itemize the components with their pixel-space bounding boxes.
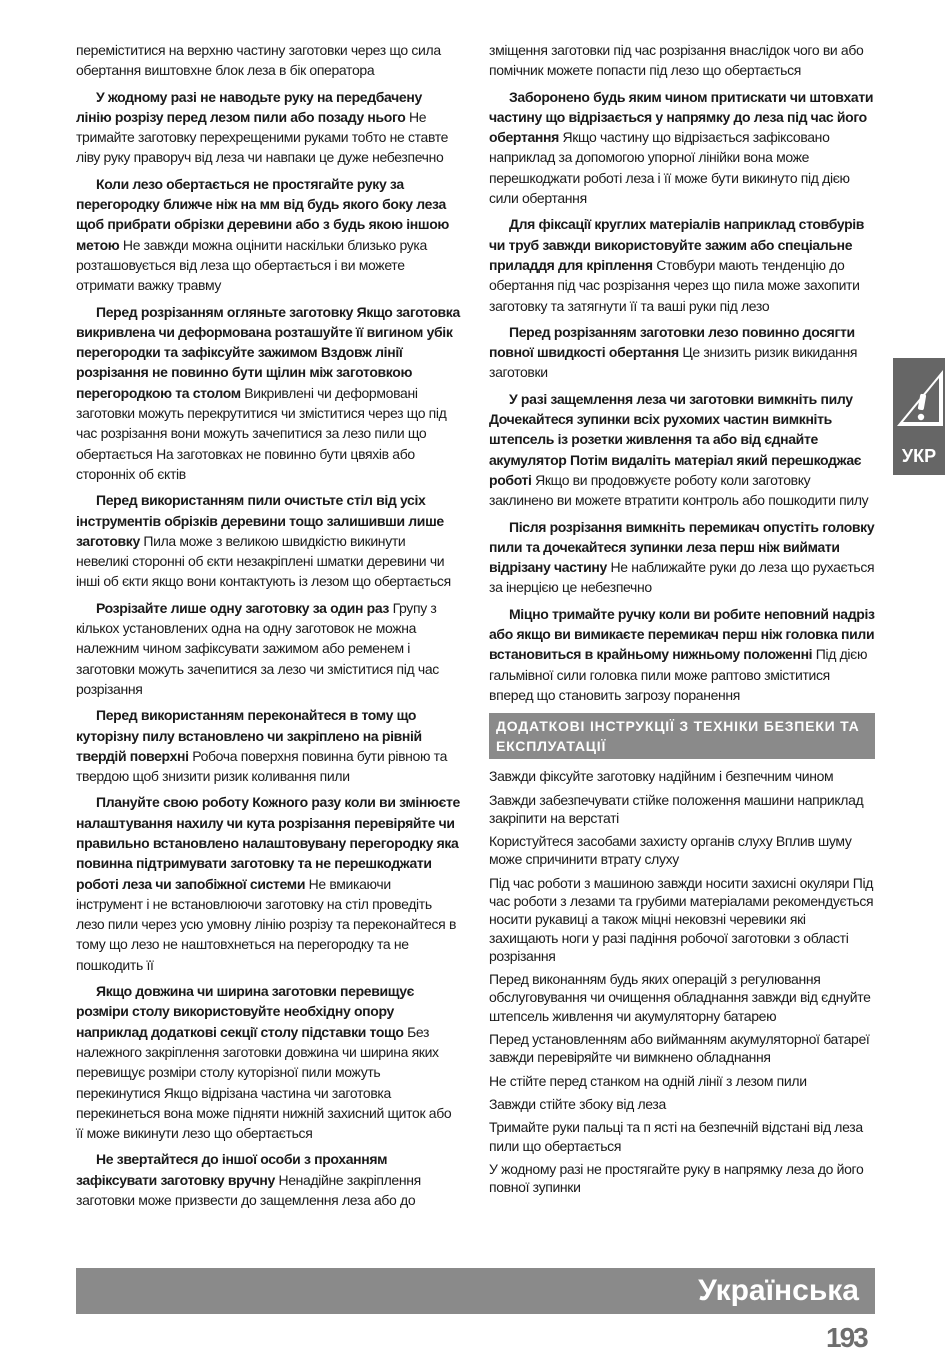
- language-code: УКР: [901, 446, 937, 466]
- paragraph: [76, 598, 460, 699]
- paragraph-text: Без належного закріплення заготовки довжина чи ширина яких перевищує розміри столу куторізної пили можуть перекинутися Якщо відрізана частина чи заготовка перекинеться вона може підняти нижній захисний щиток або її може викинути лезо що обертається: [76, 1023, 452, 1142]
- paragraph: [489, 40, 875, 81]
- paragraph-text: Не наближайте руки до леза що рухається за інерцією це небезпечно: [489, 559, 875, 596]
- section-heading: ДОДАТКОВІ ІНСТРУКЦІЇ З ТЕХНІКИ БЕЗПЕКИ ТА ЕКСПЛУАТАЦІЇ: [489, 713, 875, 759]
- paragraph-text: Не завжди можна оцінити наскільки близько рука розташовується від леза що обертається і ви можете отримати важку травму: [76, 236, 427, 294]
- paragraph: [76, 705, 460, 786]
- right-column: [489, 40, 875, 1201]
- paragraph-text: Це знизить ризик викидання заготовки: [489, 344, 858, 381]
- paragraph-bold-lead: Після розрізання вимкніть перемикач опустіть головку пили та дочекайтеся зупинки леза перш ніж виймати відрізану частину: [489, 518, 875, 576]
- paragraph: [76, 174, 460, 296]
- paragraph: [76, 87, 460, 168]
- paragraph: [76, 792, 460, 975]
- footer-language-title: Українська: [698, 1274, 859, 1307]
- paragraph-bold-lead: Не звертайтеся до іншої особи з проханням зафіксувати заготовку вручну: [76, 1151, 388, 1188]
- right-paragraphs: [489, 40, 875, 705]
- paragraph-bold-lead: Перед розрізанням заготовки лезо повинно досягти повної швидкості обертання: [489, 323, 855, 361]
- paragraph-text: Якщо частину що відрізається зафіксовано наприклад за допомогою упорної лінійки вона може перешкоджати роботі леза і її може бути викинуто під дією сили обертання: [489, 129, 850, 207]
- list-item: Перед установленням або вийманням акумуляторної батареї завжди перевіряйте чи вимкнено обладнання: [489, 1031, 870, 1066]
- paragraph-bold-lead: Плануйте свою роботу Кожного разу коли ви змінюєте налаштування нахилу чи кута розрізання перевіряйте чи правильно встановлено налаштовувану перегородку яка повинна підтримувати заготовку та не перешкоджати роботі леза чи запобіжної системи: [76, 794, 460, 892]
- list-item: Завжди забезпечувати стійке положення машини наприклад закріпити на верстаті: [489, 791, 864, 826]
- paragraph-bold-lead: Перед використанням пили очистьте стіл від усіх інструментів обрізків деревини тощо залишивши лише заготовку: [76, 492, 444, 549]
- paragraph-text: Групу з кількох установлених одна на одну заготовок не можна належним чином зафіксувати зажимом або ременем і заготовки можуть зачепитися за лезо чи зміститися під час розрізання: [76, 599, 439, 697]
- paragraph: [76, 490, 460, 591]
- paragraph: [76, 302, 460, 485]
- list-item: У жодному разі не простягайте руку в напрямку леза до його повної зупинки: [489, 1160, 864, 1196]
- paragraph-bold-lead: Перед розрізанням огляньте заготовку Якщо заготовка викривлена чи деформована розташуйте її вигином убік перегородки та зафіксуйте зажимом Вздовж лінії розрізання не повинно бути щілин між заготовкою перегородкою та столом: [76, 303, 460, 401]
- paragraph-bold-lead: Заборонено будь яким чином притискати чи штовхати частину що відрізається у напрямку до леза під час його обертання: [489, 88, 874, 146]
- paragraph-text: Не тримайте заготовку перехрещеними руками тобто не ставте ліву руку праворуч від леза чи навпаки це дуже небезпечно: [76, 108, 449, 166]
- left-column: [76, 40, 460, 1216]
- list-item: Тримайте руки пальці та п ясті на безпечній відстані від леза пили що обертається: [489, 1119, 863, 1154]
- paragraph: [76, 40, 460, 81]
- paragraph-text: Під дією гальмівної сили головка пили може раптово зміститися вперед що становить загрозу поранення: [489, 646, 868, 703]
- list-item: Не стійте перед станком на одній лінії з лезом пили: [489, 1072, 807, 1089]
- list-item: Користуйтеся засобами захисту органів слуху Вплив шуму може спричинити втрату слуху: [489, 833, 852, 868]
- list-item: Завжди фіксуйте заготовку надійним і безпечним чином: [489, 768, 834, 785]
- paragraph: [489, 389, 875, 511]
- paragraph: [76, 1149, 460, 1210]
- warning-triangle-icon: [893, 364, 945, 440]
- paragraph-text: переміститися на верхню частину заготовки через що сила обертання виштовхне блок леза в бік оператора: [76, 42, 441, 79]
- paragraph-text: Ненадійне закріплення заготовки може призвести до защемлення леза або до: [76, 1171, 421, 1209]
- paragraph-text: Якщо ви продовжуєте роботу коли заготовку заклинено ви можете втратити контроль або пошкодити пилу: [489, 471, 869, 509]
- paragraph-bold-lead: Для фіксації круглих матеріалів наприклад стовбурів чи труб завжди використовуйте зажим або спеціальне приладдя для кріплення: [489, 216, 865, 273]
- paragraph: [489, 214, 875, 315]
- paragraph-bold-lead: У жодному разі не наводьте руку на передбачену лінію розрізу перед лезом пили або позаду нього: [76, 88, 422, 125]
- page-number: 193: [826, 1322, 867, 1353]
- list-item: Перед виконанням будь яких операцій з регулювання обслуговування чи очищення обладнання завжди від єднуйте штепсель живлення чи акумуляторну батарею: [489, 971, 871, 1024]
- paragraph-bold-lead: Коли лезо обертається не простягайте руку за перегородку ближче ніж на мм від будь якого боку леза щоб прибрати обрізки деревини або з будь якою іншою метою: [76, 175, 450, 253]
- paragraph: [489, 322, 875, 383]
- paragraph-text: Стовбури мають тенденцію до обертання під час розрізання через що пила може захопити заготовку та затягнути її та ваші руки під лезо: [489, 256, 860, 314]
- paragraph-text: зміщення заготовки під час розрізання внаслідок чого ви або помічник можете попасти під лезо що обертається: [489, 42, 864, 79]
- section-list: [489, 767, 875, 1196]
- list-item: Завжди стійте збоку від леза: [489, 1095, 666, 1112]
- paragraph: [76, 981, 460, 1143]
- paragraph-text: Не вмикаючи інструмент і не встановлюючи заготовку на стіл проведіть лезо пили через усю умовну лінію розрізу та переконайтеся в тому що лезо не наштовхнеться на перегородку та не пошкодить її: [76, 875, 457, 973]
- paragraph-text: Викривлені чи деформовані заготовки можуть перекрутитися чи зміститися через що під час розрізання вони можуть зачепитися за лезо пили що обертається На заготовках не повинно бути цвяхів або сторонніх об єктів: [76, 384, 447, 482]
- paragraph-bold-lead: Міцно тримайте ручку коли ви робите неповний надріз або якщо ви вимикаєте перемикач перш ніж головка пили встановиться в крайньому нижньому положенні: [489, 605, 875, 663]
- paragraph: [489, 87, 875, 209]
- paragraph: [489, 517, 875, 598]
- paragraph-bold-lead: Якщо довжина чи ширина заготовки перевищує розміри столу використовуйте необхідну опору наприклад додаткові секції столу підставки тощо: [76, 983, 415, 1040]
- language-side-tab: [893, 358, 945, 475]
- list-item: Під час роботи з машиною завжди носити захисні окуляри Під час роботи з лезами та грубими матеріалами рекомендується носити рукавиці а також міцні нековзні черевики які захищають ноги у разі падіння робочої заготовки з області розрізання: [489, 874, 874, 964]
- paragraph: [489, 604, 875, 705]
- paragraph-text: Робоча поверхня повинна бути рівною та твердою щоб знизити ризик коливання пили: [76, 747, 448, 785]
- paragraph-bold-lead: Розрізайте лише одну заготовку за один раз: [96, 599, 390, 616]
- paragraph-bold-lead: Перед використанням переконайтеся в тому що куторізну пилу встановлено чи закріплено на рівній твердій поверхні: [76, 707, 422, 764]
- footer-language-band: [76, 1268, 875, 1314]
- paragraph-text: Пила може з великою швидкістю викинути невеликі сторонні об єкти незакріплені шматки деревини чи інші об єкти якщо вони контактують із лезом що обертається: [76, 532, 451, 590]
- paragraph-bold-lead: У разі защемлення леза чи заготовки вимкніть пилу Дочекайтеся зупинки всіх рухомих частин вимкніть штепсель із розетки живлення та або від єднайте акумулятор Потім видаліть матеріал який перешкоджає роботі: [489, 390, 862, 488]
